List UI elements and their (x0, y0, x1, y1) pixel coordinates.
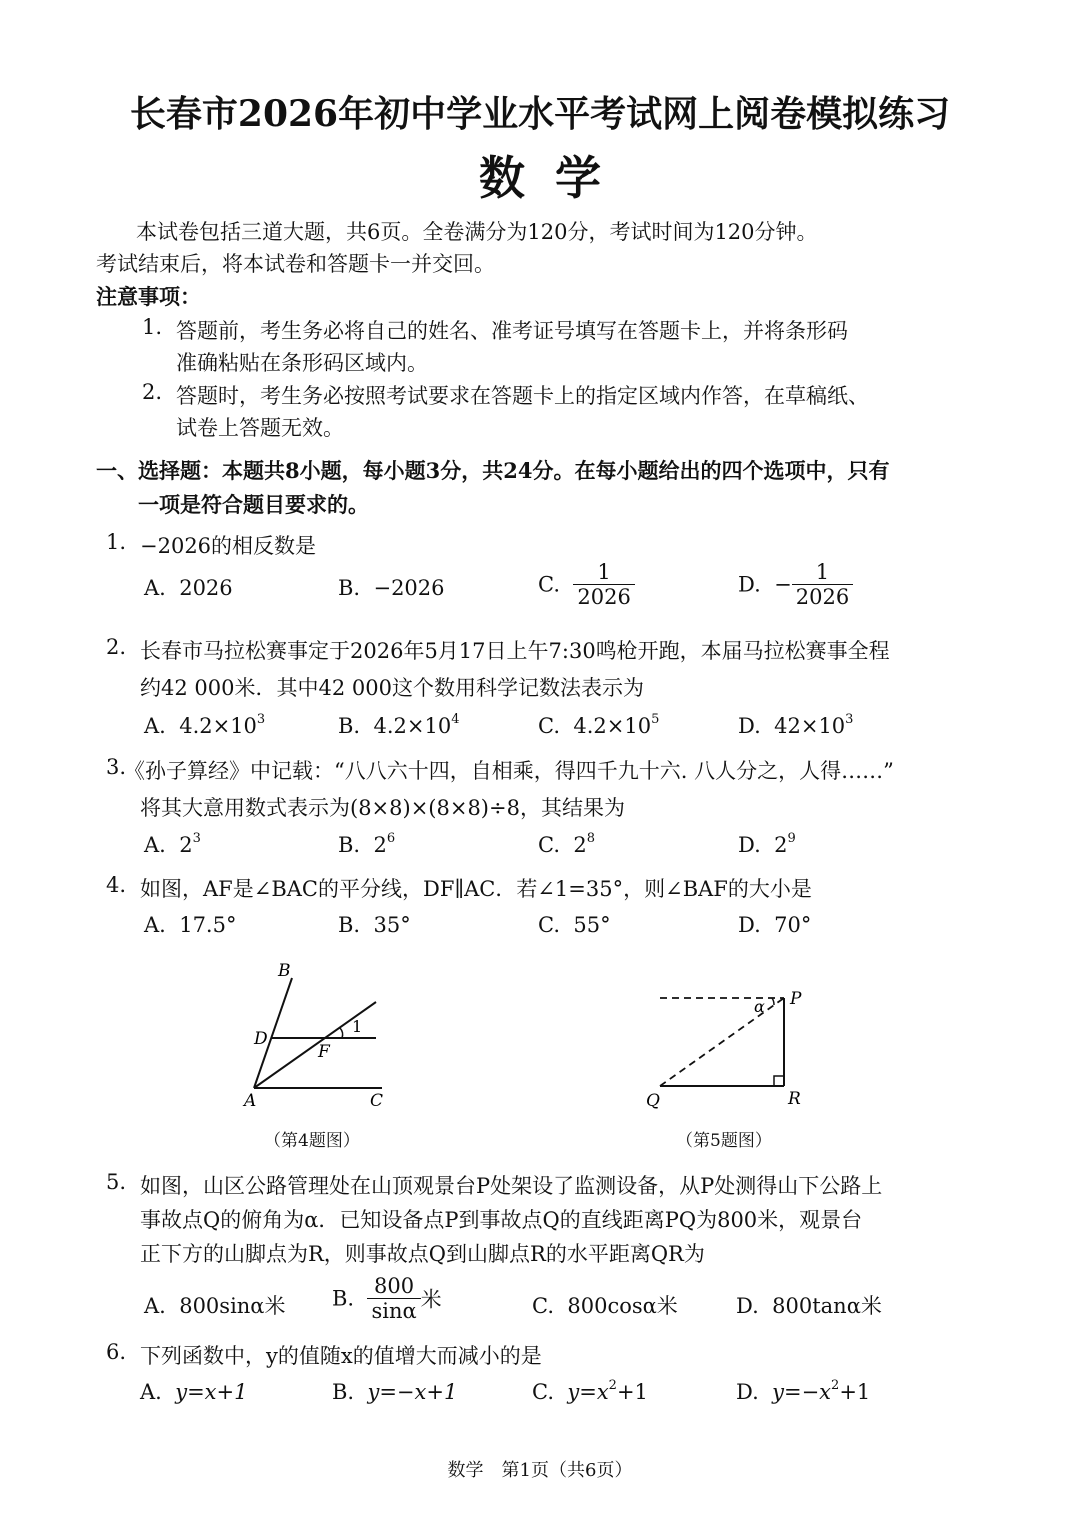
q3-option-b: B. $2^6$ (338, 831, 396, 857)
fig5-right-angle (774, 1076, 784, 1086)
figure-5 (640, 982, 820, 1112)
note-2-line-2: 试卷上答题无效。 (176, 416, 344, 440)
fig5-caption: （第5题图） (676, 1131, 772, 1151)
fig5-line-pq (660, 998, 784, 1086)
q2-option-c: C. $4.2\times 10^5$ (538, 712, 660, 738)
q2-option-a: A. $4.2\times 10^3$ (144, 712, 266, 738)
note-1-line-1: 答题前，考生务必将自己的姓名、准考证号填写在答题卡上，并将条形码 (176, 319, 848, 343)
q5-option-d: D. 800tanα米 (736, 1294, 882, 1318)
q5-line-3: 正下方的山脚点为R，则事故点Q到山脚点R的水平距离QR为 (140, 1242, 705, 1266)
section-1-line-2: 一项是符合题目要求的。 (138, 492, 369, 517)
q2-number: 2. (106, 635, 127, 659)
fig4-line-af (254, 1002, 376, 1088)
q6-number: 6. (106, 1340, 127, 1364)
intro-line-2: 考试结束后，将本试卷和答题卡一并交回。 (96, 252, 495, 276)
fig4-label-a: A (244, 1091, 257, 1111)
q6-option-c: C. $y=x^2+1$ (532, 1378, 648, 1404)
q3-option-d: D. $2^9$ (738, 831, 796, 857)
q1-number: 1. (106, 530, 127, 554)
q1-stem: −2026的相反数是 (140, 534, 317, 558)
figure-4 (230, 958, 410, 1118)
note-2-number: 2. (142, 380, 163, 404)
q5-option-b: B. $\frac{800}{\sin\alpha}$ 米 (332, 1274, 442, 1324)
q5-b-denominator: sinα (371, 1299, 417, 1324)
q6-stem: 下列函数中，y的值随x的值增大而减小的是 (140, 1344, 542, 1368)
q2-option-d: D. $42\times 10^3$ (738, 712, 854, 738)
q6-option-d: D. $y=-x^2+1$ (736, 1378, 871, 1404)
section-1-line-1: 一、选择题：本题共8小题，每小题3分，共24分。在每小题给出的四个选项中，只有 (96, 458, 890, 483)
q1-option-d: D. − $\frac{1}{2026}$ (738, 560, 853, 609)
fig4-label-d: D (254, 1029, 268, 1049)
q5-line-2: 事故点Q的俯角为α．已知设备点P到事故点Q的直线距离PQ为800米，观景台 (140, 1208, 863, 1232)
q4-stem: 如图，AF是∠BAC的平分线，DF∥AC．若∠1=35°，则∠BAF的大小是 (140, 877, 812, 901)
q3-line-2: 将其大意用数式表示为(8×8)×(8×8)÷8，其结果为 (140, 796, 625, 820)
q3-line-1: 《孙子算经》中记载：“八八六十四，自相乘，得四千九十六. 八人分之，人得……” (124, 759, 894, 783)
q3-number: 3. (106, 755, 127, 779)
note-1-number: 1. (142, 315, 163, 339)
q5-line-1: 如图，山区公路管理处在山顶观景台P处架设了监测设备，从P处测得山下公路上 (140, 1174, 883, 1198)
q6-option-b: B. y=−x+1 (332, 1380, 458, 1404)
fig4-label-b: B (278, 961, 291, 981)
q5-option-a: A. 800sinα米 (144, 1294, 286, 1318)
subject-title: 数学 (479, 151, 631, 205)
page-footer: 数学 第1页（共6页） (447, 1460, 633, 1481)
q5-number: 5. (106, 1170, 127, 1194)
q4-option-c: C. 55° (538, 913, 611, 937)
q1-c-numerator: 1 (573, 560, 634, 585)
q1-d-denominator: 2026 (795, 585, 850, 610)
note-1-line-2: 准确粘贴在条形码区域内。 (176, 351, 428, 375)
q4-option-d: D. 70° (738, 913, 812, 937)
q1-d-numerator: 1 (792, 560, 853, 585)
intro-line-1: 本试卷包括三道大题，共6页。全卷满分为120分，考试时间为120分钟。 (136, 220, 818, 244)
q1-c-denominator: 2026 (577, 585, 631, 610)
q2-option-b: B. $4.2\times 10^4$ (338, 712, 460, 738)
q3-option-c: C. $2^8$ (538, 831, 596, 857)
q4-option-b: B. 35° (338, 913, 411, 937)
fig4-label-1: 1 (352, 1017, 363, 1036)
fig5-label-p: P (790, 989, 802, 1009)
q5-option-c: C. 800cosα米 (532, 1294, 678, 1318)
fig5-angle-arc (772, 998, 774, 1005)
fig5-label-alpha: α (754, 997, 765, 1016)
notes-heading: 注意事项： (96, 284, 201, 309)
q1-option-a: A. 2026 (144, 576, 233, 600)
q5-b-numerator: 800 (367, 1274, 420, 1299)
fig4-label-f: F (318, 1042, 330, 1062)
q1-option-c: C. $\frac{1}{2026}$ (538, 560, 635, 609)
note-2-line-1: 答题时，考生务必按照考试要求在答题卡上的指定区域内作答，在草稿纸、 (176, 384, 869, 408)
q4-number: 4. (106, 873, 127, 897)
q3-option-a: A. $2^3$ (144, 831, 201, 857)
fig5-label-r: R (788, 1089, 801, 1109)
q2-line-2: 约42 000米．其中42 000这个数用科学记数法表示为 (140, 676, 644, 700)
q2-line-1: 长春市马拉松赛事定于2026年5月17日上午7:30鸣枪开跑，本届马拉松赛事全程 (140, 639, 890, 663)
exam-title: 长春市2026年初中学业水平考试网上阅卷模拟练习 (129, 93, 951, 135)
fig5-label-q: Q (646, 1091, 660, 1111)
fig4-caption: （第4题图） (264, 1131, 360, 1151)
q1-option-b: B. −2026 (338, 576, 445, 600)
q6-option-a: A. y=x+1 (140, 1380, 248, 1404)
fig4-angle-arc (340, 1028, 343, 1038)
fig4-label-c: C (370, 1091, 384, 1111)
q4-option-a: A. 17.5° (144, 913, 237, 937)
